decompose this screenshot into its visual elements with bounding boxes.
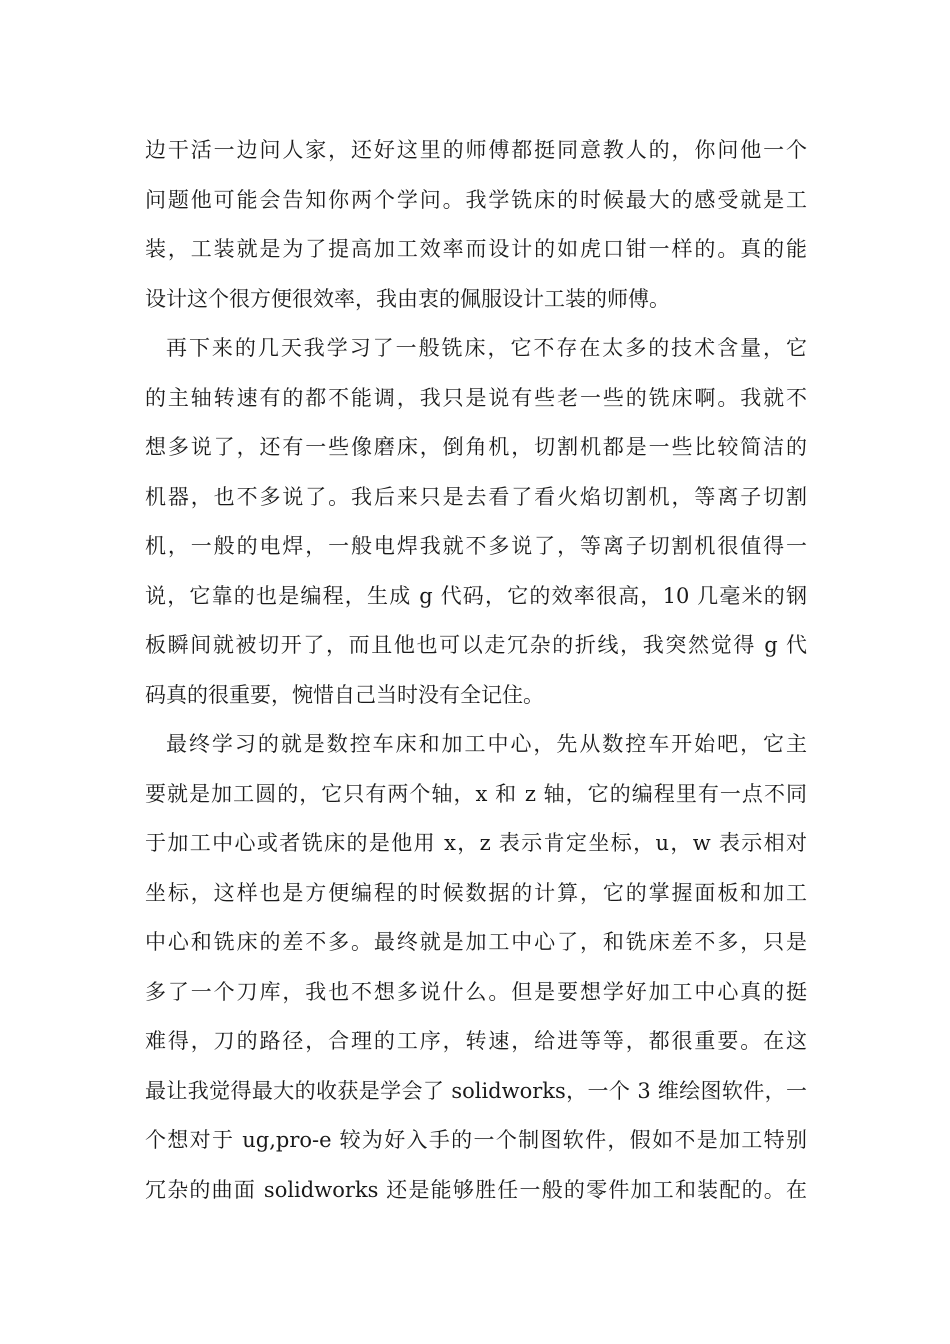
text-line: 边干活一边问人家，还好这里的师傅都挺同意教人的，你问他一个 <box>145 138 807 162</box>
text-line: 再下来的几天我学习了一般铣床，它不存在太多的技术含量，它 <box>166 336 807 360</box>
text-line: 机器，也不多说了。我后来只是去看了看火焰切割机，等离子切割 <box>145 484 807 509</box>
paragraph-2 <box>145 324 807 720</box>
text-line: 于加工中心或者铣床的是他用 x，z 表示肯定坐标，u，w 表示相对 <box>145 831 807 855</box>
text-line: 要就是加工圆的，它只有两个轴，x 和 z 轴，它的编程里有一点不同 <box>145 781 807 806</box>
paragraph-3 <box>145 720 807 1215</box>
text-line: 的主轴转速有的都不能调，我只是说有些老一些的铣床啊。我就不 <box>145 385 807 410</box>
text-line: 想多说了，还有一些像磨床，倒角机，切割机都是一些比较简洁的 <box>145 435 807 459</box>
text-line: 码真的很重要，惋惜自己当时没有全记住。 <box>145 682 544 707</box>
text-line: 冗杂的曲面 solidworks 还是能够胜任一般的零件加工和装配的。在 <box>145 1177 807 1202</box>
text-line: 多了一个刀库，我也不想多说什么。但是要想学好加工中心真的挺 <box>145 979 807 1004</box>
text-line: 最让我觉得最大的收获是学会了 solidworks，一个 3 维绘图软件，一 <box>145 1078 807 1103</box>
text-line: 板瞬间就被切开了，而且他也可以走冗杂的折线，我突然觉得 g 代 <box>145 633 807 657</box>
text-line: 坐标，这样也是方便编程的时候数据的计算，它的掌握面板和加工 <box>145 880 807 905</box>
text-line: 最终学习的就是数控车床和加工中心，先从数控车开始吧，它主 <box>166 732 807 756</box>
text-line: 个想对于 ug,pro-e 较为好入手的一个制图软件，假如不是加工特别 <box>145 1128 807 1152</box>
text-line: 中心和铣床的差不多。最终就是加工中心了，和铣床差不多，只是 <box>145 930 807 954</box>
text-line: 机，一般的电焊，一般电焊我就不多说了，等离子切割机很值得一 <box>145 534 807 558</box>
text-line: 装，工装就是为了提高加工效率而设计的如虎口钳一样的。真的能 <box>145 237 807 261</box>
body-text <box>145 126 807 1215</box>
text-line: 问题他可能会告知你两个学问。我学铣床的时候最大的感受就是工 <box>145 187 807 212</box>
text-line: 设计这个很方便很效率，我由衷的佩服设计工装的师傅。 <box>145 286 670 311</box>
paragraph-1 <box>145 126 807 324</box>
text-line: 说，它靠的也是编程，生成 g 代码，它的效率很高，10 几毫米的钢 <box>145 583 807 608</box>
text-line: 难得，刀的路径，合理的工序，转速，给进等等，都很重要。在这 <box>145 1029 807 1053</box>
